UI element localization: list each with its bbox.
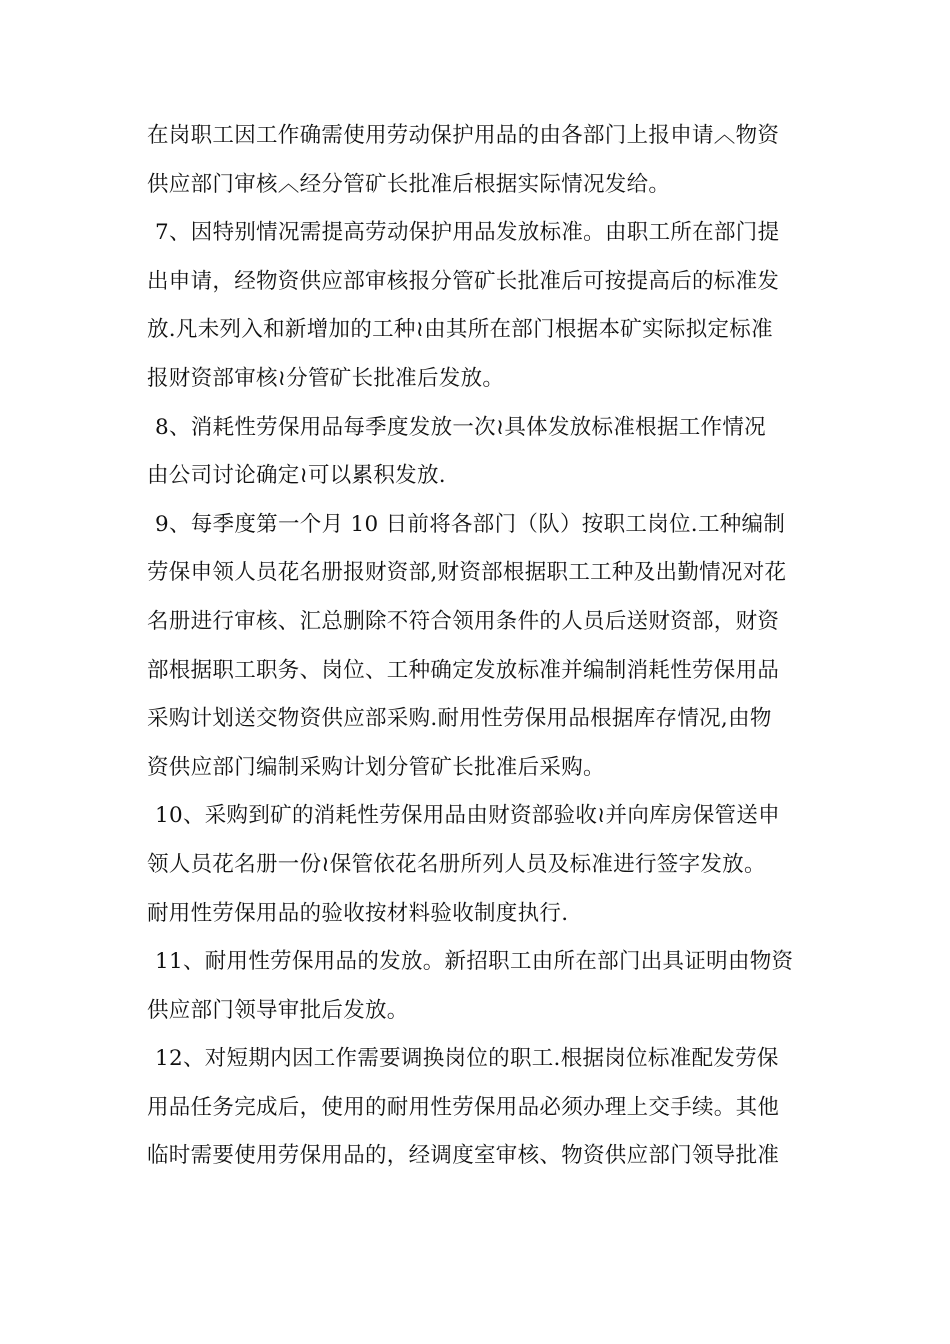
text-line: 临时需要使用劳保用品的，经调度室审核、物资供应部门领导批准 (147, 1143, 780, 1169)
text-line: 部根据职工职务、岗位、工种确定发放标准并编制消耗性劳保用品 (147, 657, 780, 683)
text-line: 10、采购到矿的消耗性劳保用品由财资部验收≀并向库房保管送申 (155, 803, 780, 829)
text-line: 耐用性劳保用品的验收按材料验收制度执行. (147, 900, 569, 926)
text-line: 报财资部审核≀分管矿长批准后发放。 (147, 365, 505, 391)
text-line: 出申请，经物资供应部审核报分管矿长批准后可按提高后的标准发 (147, 268, 780, 294)
document-body (147, 112, 817, 1181)
text-line: 11、耐用性劳保用品的发放。新招职工由所在部门出具证明由物资 (155, 949, 794, 975)
text-line: 放.凡未列入和新增加的工种≀由其所在部门根据本矿实际拟定标准 (147, 317, 773, 343)
text-line: 9、每季度第一个月 10 日前将各部门（队）按职工岗位.工种编制 (155, 511, 786, 537)
text-line: 供应部门领导审批后发放。 (147, 997, 409, 1023)
text-line: 名册进行审核、汇总删除不符合领用条件的人员后送财资部，财资 (147, 608, 780, 634)
text-line: 供应部门审核︿经分管矿长批准后根据实际情况发给。 (147, 171, 671, 197)
text-line: 在岗职工因工作确需使用劳动保护用品的由各部门上报申请︿物资 (147, 123, 780, 148)
text-line: 由公司讨论确定≀可以累积发放. (147, 463, 446, 489)
text-line: 采购计划送交物资供应部采购.耐用性劳保用品根据库存情况,由物 (147, 706, 772, 732)
text-line: 用品任务完成后，使用的耐用性劳保用品必须办理上交手续。其他 (147, 1094, 780, 1120)
text-line: 领人员花名册一份≀保管依花名册所列人员及标准进行签字发放。 (147, 851, 766, 877)
text-line: 7、因特别情况需提高劳动保护用品发放标准。由职工所在部门提 (155, 220, 780, 246)
text-line: 12、对短期内因工作需要调换岗位的职工.根据岗位标准配发劳保 (155, 1046, 779, 1072)
text-line: 资供应部门编制采购计划分管矿长批准后采购。 (147, 754, 605, 780)
text-line: 劳保申领人员花名册报财资部,财资部根据职工工种及出勤情况对花 (147, 560, 787, 586)
text-line: 8、消耗性劳保用品每季度发放一次≀具体发放标准根据工作情况 (155, 414, 766, 440)
